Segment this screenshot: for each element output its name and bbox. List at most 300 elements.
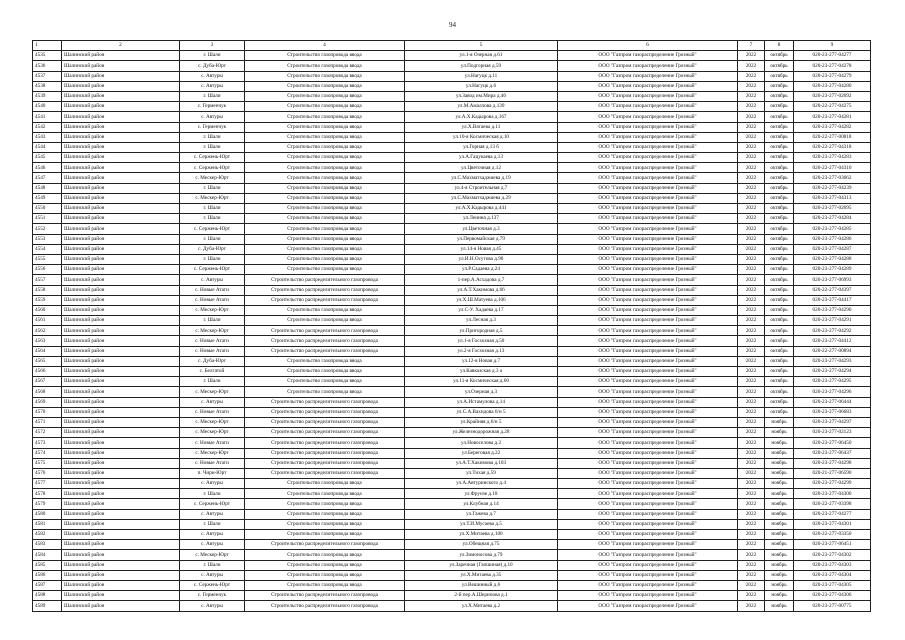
work-type-cell: Строительство распределительного газопровода	[245, 275, 405, 285]
record-number-cell: 4547	[33, 173, 62, 183]
organization-cell: ООО "Газпром газораспределение Грозный"	[558, 367, 738, 377]
work-type-cell: Строительство газопровода ввода	[245, 163, 405, 173]
organization-cell: ООО "Газпром газораспределение Грозный"	[558, 71, 738, 81]
permit-number-cell: 020-23-277-06683	[794, 407, 871, 417]
record-number-cell: 4553	[33, 234, 62, 244]
district-cell: Шалинский район	[62, 550, 180, 560]
address-cell: ул.Цветочная д.12	[405, 163, 558, 173]
month-cell: ноябрь	[765, 530, 794, 540]
table-row	[33, 397, 871, 407]
year-cell: 2022	[738, 254, 765, 264]
month-cell: октябрь	[765, 244, 794, 254]
work-type-cell: Строительство газопровода ввода	[245, 356, 405, 366]
district-cell: Шалинский район	[62, 601, 180, 611]
organization-cell: ООО "Газпром газораспределение Грозный"	[558, 183, 738, 193]
record-number-cell: 4567	[33, 377, 62, 387]
year-cell: 2022	[738, 417, 765, 427]
column-number: 2	[62, 41, 180, 51]
table-row	[33, 346, 871, 356]
work-type-cell: Строительство газопровода ввода	[245, 265, 405, 275]
work-type-cell: Строительство газопровода ввода	[245, 367, 405, 377]
permit-number-cell: 020-23-277-04294	[794, 367, 871, 377]
address-cell: ул.Пригородная д.5	[405, 326, 558, 336]
settlement-cell: с. Мескер-Юрт	[180, 448, 245, 458]
record-number-cell: 4551	[33, 214, 62, 224]
table-row	[33, 356, 871, 366]
month-cell: октябрь	[765, 224, 794, 234]
year-cell: 2022	[738, 265, 765, 275]
organization-cell: ООО "Газпром газораспределение Грозный"	[558, 346, 738, 356]
permit-number-cell: 020-23-277-04292	[794, 326, 871, 336]
organization-cell: ООО "Газпром газораспределение Грозный"	[558, 417, 738, 427]
settlement-cell: с. Мескер-Юрт	[180, 173, 245, 183]
district-cell: Шалинский район	[62, 417, 180, 427]
settlement-cell: с. Автуры	[180, 530, 245, 540]
table-row	[33, 601, 871, 611]
work-type-cell: Строительство газопровода ввода	[245, 316, 405, 326]
month-cell: октябрь	[765, 132, 794, 142]
year-cell: 2022	[738, 112, 765, 122]
record-number-cell: 4564	[33, 346, 62, 356]
record-number-cell: 4555	[33, 254, 62, 264]
organization-cell: ООО "Газпром газораспределение Грозный"	[558, 142, 738, 152]
work-type-cell: Строительство распределительного газопровода	[245, 346, 405, 356]
table-row	[33, 91, 871, 101]
settlement-cell: с. Автуры	[180, 479, 245, 489]
year-cell: 2022	[738, 132, 765, 142]
table-row	[33, 530, 871, 540]
address-cell: ул.Подгорная д.59	[405, 61, 558, 71]
address-cell: ул.Гажева д.7	[405, 509, 558, 519]
year-cell: 2022	[738, 224, 765, 234]
settlement-cell: г. Шали	[180, 142, 245, 152]
settlement-cell: г. Шали	[180, 519, 245, 529]
record-number-cell: 4585	[33, 560, 62, 570]
year-cell: 2022	[738, 122, 765, 132]
month-cell: ноябрь	[765, 499, 794, 509]
year-cell: 2022	[738, 407, 765, 417]
table-row	[33, 285, 871, 295]
year-cell: 2022	[738, 326, 765, 336]
settlement-cell: г. Шали	[180, 183, 245, 193]
settlement-cell: с. Мескер-Юрт	[180, 550, 245, 560]
year-cell: 2022	[738, 153, 765, 163]
settlement-cell: с. Новые Атаги	[180, 438, 245, 448]
record-number-cell: 4569	[33, 397, 62, 407]
settlement-cell: с. Автуры	[180, 397, 245, 407]
district-cell: Шалинский район	[62, 367, 180, 377]
table-row	[33, 550, 871, 560]
address-cell: ул.А.Истамулова д.14	[405, 397, 558, 407]
settlement-cell: с. Автуры	[180, 509, 245, 519]
organization-cell: ООО "Газпром газораспределение Грозный"	[558, 234, 738, 244]
record-number-cell: 4586	[33, 570, 62, 580]
organization-cell: ООО "Газпром газораспределение Грозный"	[558, 458, 738, 468]
permit-number-cell: 020-23-277-04293	[794, 356, 871, 366]
year-cell: 2022	[738, 204, 765, 214]
district-cell: Шалинский район	[62, 224, 180, 234]
month-cell: ноябрь	[765, 601, 794, 611]
district-cell: Шалинский район	[62, 591, 180, 601]
record-number-cell: 4558	[33, 285, 62, 295]
settlement-cell: г. Шали	[180, 132, 245, 142]
district-cell: Шалинский район	[62, 326, 180, 336]
permit-number-cell: 020-23-277-04299	[794, 479, 871, 489]
permit-number-cell: 020-23-277-04302	[794, 550, 871, 560]
work-type-cell: Строительство газопровода ввода	[245, 499, 405, 509]
table-row	[33, 519, 871, 529]
work-type-cell: Строительство газопровода ввода	[245, 102, 405, 112]
record-number-cell: 4587	[33, 580, 62, 590]
month-cell: октябрь	[765, 173, 794, 183]
settlement-cell: с. Дуба-Юрт	[180, 61, 245, 71]
table-row	[33, 295, 871, 305]
table-row	[33, 275, 871, 285]
year-cell: 2022	[738, 234, 765, 244]
permit-number-cell: 020-23-277-04305	[794, 580, 871, 590]
record-number-cell: 4572	[33, 428, 62, 438]
table-row	[33, 458, 871, 468]
table-row	[33, 570, 871, 580]
settlement-cell: с. Сержень-Юрт	[180, 580, 245, 590]
organization-cell: ООО "Газпром газораспределение Грозный"	[558, 509, 738, 519]
permit-number-cell: 020-22-277-00894	[794, 346, 871, 356]
district-cell: Шалинский район	[62, 183, 180, 193]
address-cell: ул.10-я Космическая д.10	[405, 132, 558, 142]
address-cell: ул.А.Х.Кадырова д.167	[405, 112, 558, 122]
district-cell: Шалинский район	[62, 580, 180, 590]
address-cell: ул.Фрунзе д.18	[405, 489, 558, 499]
district-cell: Шалинский район	[62, 275, 180, 285]
month-cell: октябрь	[765, 71, 794, 81]
table-row	[33, 183, 871, 193]
month-cell: октябрь	[765, 61, 794, 71]
permit-number-cell: 020-23-277-04282	[794, 122, 871, 132]
table-row	[33, 428, 871, 438]
table-row	[33, 407, 871, 417]
district-cell: Шалинский район	[62, 51, 180, 61]
organization-cell: ООО "Газпром газораспределение Грозный"	[558, 193, 738, 203]
column-number: 7	[738, 41, 765, 51]
district-cell: Шалинский район	[62, 285, 180, 295]
organization-cell: ООО "Газпром газораспределение Грозный"	[558, 438, 738, 448]
address-cell: ул.Клубная д.14	[405, 499, 558, 509]
permit-number-cell: 020-23-277-04298	[794, 458, 871, 468]
address-cell: ул.4-я Строительная д.7	[405, 183, 558, 193]
table-row	[33, 265, 871, 275]
permit-number-cell: 020-23-277-04304	[794, 570, 871, 580]
record-number-cell: 4560	[33, 305, 62, 315]
permit-number-cell: 020-23-277-04297	[794, 417, 871, 427]
month-cell: ноябрь	[765, 479, 794, 489]
table-row	[33, 489, 871, 499]
record-number-cell: 4571	[33, 417, 62, 427]
record-number-cell: 4577	[33, 479, 62, 489]
month-cell: ноябрь	[765, 458, 794, 468]
permit-number-cell: 020-23-277-04285	[794, 224, 871, 234]
year-cell: 2022	[738, 163, 765, 173]
organization-cell: ООО "Газпром газораспределение Грозный"	[558, 560, 738, 570]
settlement-cell: г. Шали	[180, 214, 245, 224]
month-cell: ноябрь	[765, 591, 794, 601]
permit-number-cell: 020-23-277-04306	[794, 591, 871, 601]
address-cell: ул.Х.Митаева д.2	[405, 601, 558, 611]
record-number-cell: 4570	[33, 407, 62, 417]
address-cell: ул.А.Гацукаева д.13	[405, 153, 558, 163]
permit-number-cell: 020-23-277-06993	[794, 275, 871, 285]
organization-cell: ООО "Газпром газораспределение Грозный"	[558, 265, 738, 275]
table-row	[33, 377, 871, 387]
month-cell: ноябрь	[765, 519, 794, 529]
permit-number-cell: 020-23-277-04280	[794, 81, 871, 91]
month-cell: октябрь	[765, 214, 794, 224]
address-cell: ул.С.Махматхаджиева д.19	[405, 173, 558, 183]
year-cell: 2022	[738, 102, 765, 112]
work-type-cell: Строительство газопровода ввода	[245, 234, 405, 244]
work-type-cell: Строительство распределительного газопровода	[245, 458, 405, 468]
address-cell: ул.Тихая д.59	[405, 468, 558, 478]
year-cell: 2022	[738, 448, 765, 458]
record-number-cell: 4549	[33, 193, 62, 203]
organization-cell: ООО "Газпром газораспределение Грозный"	[558, 295, 738, 305]
address-cell: ул.14-я Новая д.45	[405, 244, 558, 254]
month-cell: ноябрь	[765, 489, 794, 499]
permit-number-cell: 020-23-277-04301	[794, 519, 871, 529]
register-table	[32, 40, 871, 612]
table-row	[33, 163, 871, 173]
record-number-cell: 4582	[33, 530, 62, 540]
address-cell: ул.Нагуцк д.11	[405, 71, 558, 81]
table-row	[33, 326, 871, 336]
organization-cell: ООО "Газпром газораспределение Грозный"	[558, 387, 738, 397]
address-cell: ул.А.Т.Хакимова д.66	[405, 285, 558, 295]
work-type-cell: Строительство распределительного газопровода	[245, 540, 405, 550]
month-cell: октябрь	[765, 336, 794, 346]
table-row	[33, 580, 871, 590]
month-cell: октябрь	[765, 407, 794, 417]
table-row	[33, 71, 871, 81]
district-cell: Шалинский район	[62, 265, 180, 275]
record-number-cell: 4568	[33, 387, 62, 397]
year-cell: 2022	[738, 336, 765, 346]
month-cell: октябрь	[765, 112, 794, 122]
work-type-cell: Строительство распределительного газопровода	[245, 336, 405, 346]
address-cell: ул.2-я Госхозная д.13	[405, 346, 558, 356]
organization-cell: ООО "Газпром газораспределение Грозный"	[558, 254, 738, 264]
address-cell: ул.Зимоносова д.79	[405, 550, 558, 560]
permit-number-cell: 020-23-277-04277	[794, 51, 871, 61]
year-cell: 2022	[738, 71, 765, 81]
table-row	[33, 173, 871, 183]
address-cell: ул.С.А.Вахидова 6/н 5	[405, 407, 558, 417]
address-cell: ул.Озерная д.3	[405, 387, 558, 397]
settlement-cell: с. Сержень-Юрт	[180, 163, 245, 173]
work-type-cell: Строительство газопровода ввода	[245, 570, 405, 580]
year-cell: 2022	[738, 295, 765, 305]
work-type-cell: Строительство газопровода ввода	[245, 112, 405, 122]
address-cell: ул.А.Т.Хакимова д.103	[405, 458, 558, 468]
district-cell: Шалинский район	[62, 570, 180, 580]
permit-number-cell: 020-23-277-04288	[794, 254, 871, 264]
month-cell: ноябрь	[765, 570, 794, 580]
district-cell: Шалинский район	[62, 407, 180, 417]
district-cell: Шалинский район	[62, 204, 180, 214]
organization-cell: ООО "Газпром газораспределение Грозный"	[558, 91, 738, 101]
record-number-cell: 4540	[33, 102, 62, 112]
month-cell: октябрь	[765, 305, 794, 315]
organization-cell: ООО "Газпром газораспределение Грозный"	[558, 377, 738, 387]
year-cell: 2022	[738, 519, 765, 529]
work-type-cell: Строительство газопровода ввода	[245, 214, 405, 224]
settlement-cell: г. Шали	[180, 254, 245, 264]
table-row	[33, 479, 871, 489]
record-number-cell: 4544	[33, 142, 62, 152]
work-type-cell: Строительство газопровода ввода	[245, 519, 405, 529]
district-cell: Шалинский район	[62, 112, 180, 122]
district-cell: Шалинский район	[62, 153, 180, 163]
work-type-cell: Строительство газопровода ввода	[245, 244, 405, 254]
organization-cell: ООО "Газпром газораспределение Грозный"	[558, 591, 738, 601]
address-cell: ул.Нагуцк д.6	[405, 81, 558, 91]
record-number-cell: 4573	[33, 438, 62, 448]
organization-cell: ООО "Газпром газораспределение Грозный"	[558, 81, 738, 91]
work-type-cell: Строительство распределительного газопровода	[245, 438, 405, 448]
month-cell: ноябрь	[765, 438, 794, 448]
work-type-cell: Строительство газопровода ввода	[245, 254, 405, 264]
district-cell: Шалинский район	[62, 458, 180, 468]
year-cell: 2022	[738, 316, 765, 326]
permit-number-cell: 020-23-277-04290	[794, 305, 871, 315]
permit-number-cell: 020-23-277-02123	[794, 428, 871, 438]
table-row	[33, 417, 871, 427]
address-cell: ул.1-я Озерная д.61	[405, 51, 558, 61]
settlement-cell: г. Шали	[180, 204, 245, 214]
permit-number-cell: 020-22-277-04239	[794, 183, 871, 193]
address-cell: ул.Р.Садаева д.24	[405, 265, 558, 275]
record-number-cell: 4552	[33, 224, 62, 234]
district-cell: Шалинский район	[62, 540, 180, 550]
column-number: 8	[765, 41, 794, 51]
address-cell: ул.С-У. Хадаева д.17	[405, 305, 558, 315]
work-type-cell: Строительство газопровода ввода	[245, 142, 405, 152]
district-cell: Шалинский район	[62, 509, 180, 519]
record-number-cell: 4578	[33, 489, 62, 499]
address-cell: 2-й пер.А.Шерипова д.1	[405, 591, 558, 601]
permit-number-cell: 020-23-277-04313	[794, 193, 871, 203]
district-cell: Шалинский район	[62, 499, 180, 509]
work-type-cell: Строительство распределительного газопровода	[245, 468, 405, 478]
table-row	[33, 214, 871, 224]
column-number: 3	[180, 41, 245, 51]
permit-number-cell: 020-23-277-04287	[794, 244, 871, 254]
work-type-cell: Строительство распределительного газопровода	[245, 448, 405, 458]
record-number-cell: 4583	[33, 540, 62, 550]
address-cell: ул.Первомайская д.79	[405, 234, 558, 244]
year-cell: 2022	[738, 61, 765, 71]
organization-cell: ООО "Газпром газораспределение Грозный"	[558, 479, 738, 489]
table-row	[33, 224, 871, 234]
month-cell: октябрь	[765, 102, 794, 112]
month-cell: ноябрь	[765, 428, 794, 438]
table-row	[33, 367, 871, 377]
year-cell: 2022	[738, 173, 765, 183]
address-cell: 1-пер.А.Асхадова д.7	[405, 275, 558, 285]
district-cell: Шалинский район	[62, 479, 180, 489]
address-cell: ул.Вешинный д.6	[405, 580, 558, 590]
year-cell: 2022	[738, 580, 765, 590]
record-number-cell: 4575	[33, 458, 62, 468]
settlement-cell: с. Дуба-Юрт	[180, 244, 245, 254]
permit-number-cell: 020-23-277-06450	[794, 438, 871, 448]
year-cell: 2022	[738, 591, 765, 601]
permit-number-cell: 020-22-277-04397	[794, 285, 871, 295]
month-cell: октябрь	[765, 397, 794, 407]
permit-number-cell: 020-23-277-04291	[794, 316, 871, 326]
organization-cell: ООО "Газпром газораспределение Грозный"	[558, 102, 738, 112]
organization-cell: ООО "Газпром газораспределение Грозный"	[558, 204, 738, 214]
district-cell: Шалинский район	[62, 356, 180, 366]
year-cell: 2022	[738, 509, 765, 519]
organization-cell: ООО "Газпром газораспределение Грозный"	[558, 448, 738, 458]
settlement-cell: с. Новые Атаги	[180, 295, 245, 305]
record-number-cell: 4537	[33, 71, 62, 81]
settlement-cell: с. Мескер-Юрт	[180, 387, 245, 397]
year-cell: 2022	[738, 438, 765, 448]
work-type-cell: Строительство газопровода ввода	[245, 193, 405, 203]
year-cell: 2022	[738, 305, 765, 315]
month-cell: октябрь	[765, 183, 794, 193]
work-type-cell: Строительство газопровода ввода	[245, 122, 405, 132]
work-type-cell: Строительство газопровода ввода	[245, 509, 405, 519]
work-type-cell: Строительство газопровода ввода	[245, 530, 405, 540]
record-number-cell: 4535	[33, 51, 62, 61]
permit-number-cell: 020-23-277-04277	[794, 509, 871, 519]
month-cell: октябрь	[765, 91, 794, 101]
district-cell: Шалинский район	[62, 102, 180, 112]
organization-cell: ООО "Газпром газораспределение Грозный"	[558, 601, 738, 611]
permit-number-cell: 020-21-277-06590	[794, 468, 871, 478]
address-cell: ул.Ленина д.137	[405, 214, 558, 224]
district-cell: Шалинский район	[62, 254, 180, 264]
month-cell: октябрь	[765, 265, 794, 275]
work-type-cell: Строительство газопровода ввода	[245, 377, 405, 387]
table-row	[33, 336, 871, 346]
permit-number-cell: 020-23-277-04412	[794, 336, 871, 346]
organization-cell: ООО "Газпром газораспределение Грозный"	[558, 540, 738, 550]
record-number-cell: 4541	[33, 112, 62, 122]
month-cell: ноябрь	[765, 509, 794, 519]
permit-number-cell: 020-23-277-04278	[794, 61, 871, 71]
table-row	[33, 540, 871, 550]
district-cell: Шалинский район	[62, 132, 180, 142]
permit-number-cell: 020-23-277-06451	[794, 540, 871, 550]
organization-cell: ООО "Газпром газораспределение Грозный"	[558, 214, 738, 224]
year-cell: 2022	[738, 193, 765, 203]
record-number-cell: 4565	[33, 356, 62, 366]
record-number-cell: 4550	[33, 204, 62, 214]
organization-cell: ООО "Газпром газораспределение Грозный"	[558, 336, 738, 346]
table-row	[33, 254, 871, 264]
year-cell: 2022	[738, 377, 765, 387]
permit-number-cell: 020-23-277-06437	[794, 448, 871, 458]
address-cell: ул.И.Н.Осутова д.90	[405, 254, 558, 264]
work-type-cell: Строительство газопровода ввода	[245, 153, 405, 163]
month-cell: октябрь	[765, 81, 794, 91]
settlement-cell: г. Шали	[180, 234, 245, 244]
month-cell: ноябрь	[765, 448, 794, 458]
month-cell: ноябрь	[765, 560, 794, 570]
work-type-cell: Строительство газопровода ввода	[245, 61, 405, 71]
